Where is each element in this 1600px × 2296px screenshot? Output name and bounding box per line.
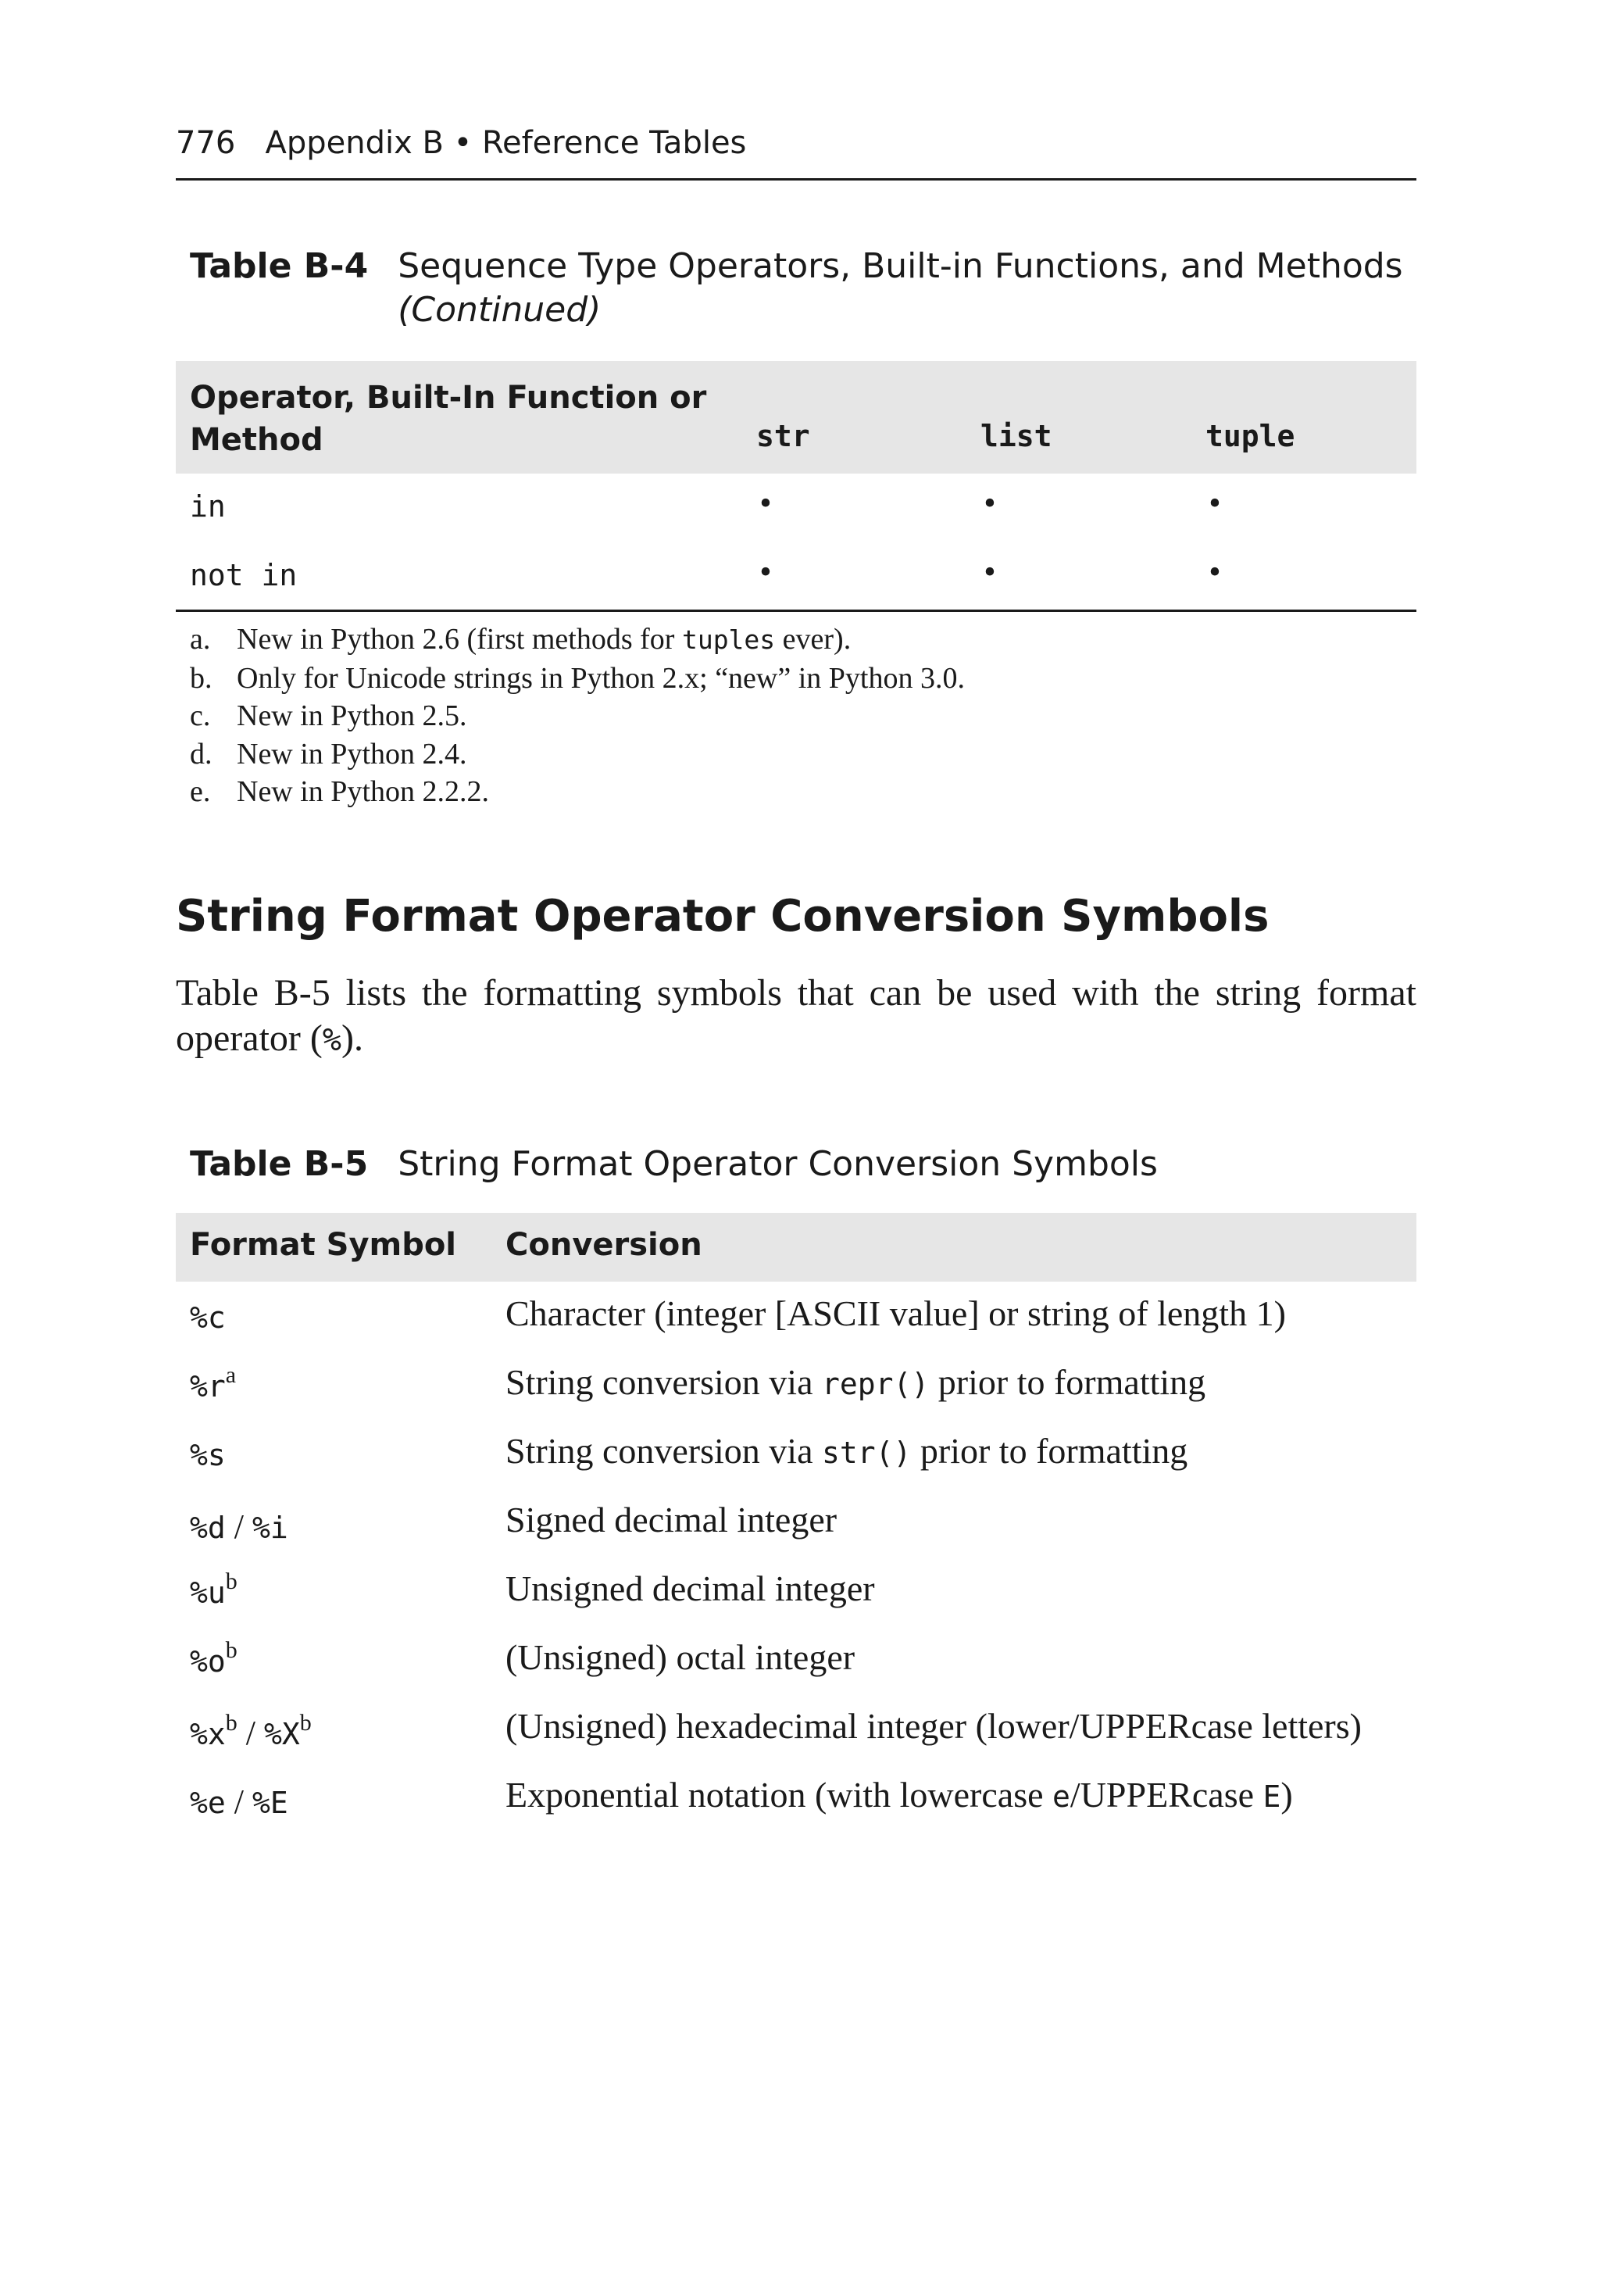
table-row [176, 1419, 1416, 1488]
table-b4-caption [190, 245, 1403, 332]
intro-paragraph [176, 971, 1416, 1063]
conversion-text-end: prior to formatting [929, 1362, 1206, 1402]
symbol-separator: / [237, 1714, 264, 1752]
column-header-format-symbol: Format Symbol [190, 1227, 457, 1263]
format-symbol-code: %u [190, 1575, 226, 1610]
conversion [505, 1430, 1188, 1472]
footnote [190, 660, 965, 698]
format-symbol: %c [190, 1300, 226, 1335]
column-header-conversion: Conversion [505, 1227, 702, 1263]
footnote-marker: b [299, 1710, 312, 1736]
format-symbol: %s [190, 1438, 226, 1472]
footnote-marker: b [225, 1710, 238, 1736]
column-header-operator-line2: Method [190, 422, 323, 458]
conversion-text-end: ) [1280, 1775, 1293, 1815]
column-header-tuple: tuple [1205, 419, 1295, 453]
running-title: Appendix B • Reference Tables [265, 125, 747, 161]
conversion-code: repr() [822, 1367, 930, 1401]
table-b4-title: Sequence Type Operators, Built-in Functions, and Methods [398, 246, 1403, 286]
table-row [176, 1350, 1416, 1419]
table-b5-header-row [176, 1213, 1416, 1282]
bullet-list: • [984, 553, 996, 591]
table-b4-continued: (Continued) [398, 290, 602, 330]
conversion: (Unsigned) octal integer [505, 1637, 855, 1677]
format-symbol [190, 1782, 288, 1822]
format-symbol-code: %X [264, 1717, 300, 1751]
table-row [176, 1282, 1416, 1350]
table-b4-label: Table B-4 [190, 246, 369, 286]
footnote-marker: b [225, 1568, 238, 1594]
format-symbol [190, 1568, 238, 1611]
column-header-list: list [980, 419, 1052, 453]
header-rule [176, 178, 1416, 181]
table-b4-header-row [176, 361, 1416, 474]
format-symbol-code: %i [252, 1511, 288, 1545]
footnote [190, 620, 965, 660]
table-row [176, 1763, 1416, 1832]
footnote-text: New in Python 2.5. [237, 699, 467, 732]
table-b5-caption [190, 1143, 1158, 1186]
footnote-marker: b [225, 1637, 238, 1663]
column-header-str: str [756, 419, 810, 453]
table-b4-footnotes [190, 620, 965, 811]
footnote-letter: c. [190, 699, 211, 732]
table-b5-label: Table B-5 [190, 1144, 369, 1184]
format-symbol [190, 1362, 237, 1404]
footnote-text: Only for Unicode strings in Python 2.x; “new” in Python 3.0. [237, 661, 965, 695]
table-row [176, 1625, 1416, 1694]
symbol-separator: / [225, 1783, 252, 1821]
conversion: Unsigned decimal integer [505, 1568, 875, 1608]
column-header-operator [190, 377, 737, 461]
conversion-text-end: prior to formatting [911, 1431, 1188, 1471]
footnote [190, 735, 965, 774]
footnote-marker: a [225, 1362, 237, 1388]
symbol-separator: / [225, 1507, 252, 1546]
footnote-text-end: ever). [775, 623, 852, 656]
bullet-str: • [759, 484, 772, 522]
footnote-letter: d. [190, 737, 212, 771]
conversion: (Unsigned) hexadecimal integer (lower/UPPERcase letters) [505, 1706, 1362, 1746]
format-symbol [190, 1637, 238, 1679]
format-symbol-code: %x [190, 1717, 226, 1751]
footnote-letter: b. [190, 661, 212, 695]
bullet-tuple: • [1209, 553, 1221, 591]
footnote-text: New in Python 2.4. [237, 737, 467, 771]
page-number: 776 [176, 125, 236, 161]
footnote [190, 697, 965, 735]
conversion: Signed decimal integer [505, 1500, 838, 1540]
footnote [190, 773, 965, 811]
section-heading: String Format Operator Conversion Symbols [176, 891, 1270, 942]
operator-cell: in [190, 489, 226, 524]
table-row [176, 542, 1416, 611]
conversion-text: Exponential notation (with lowercase [505, 1775, 1053, 1815]
table-row [176, 474, 1416, 542]
table-b4-bottom-rule [176, 610, 1416, 612]
conversion-text: String conversion via [505, 1431, 822, 1471]
conversion [505, 1774, 1293, 1815]
conversion: Character (integer [ASCII value] or string of length 1) [505, 1293, 1286, 1333]
intro-text-end: ). [341, 1017, 363, 1059]
table-row [176, 1557, 1416, 1625]
format-symbol [190, 1710, 312, 1753]
bullet-tuple: • [1209, 484, 1221, 522]
footnote-letter: e. [190, 775, 211, 808]
operator-cell: not in [190, 558, 298, 592]
conversion-text-mid: /UPPERcase [1070, 1775, 1263, 1815]
table-row [176, 1694, 1416, 1763]
column-header-operator-line1: Operator, Built-In Function or [190, 380, 707, 416]
conversion [505, 1361, 1205, 1403]
format-symbol-code: %o [190, 1644, 226, 1679]
footnote-text: New in Python 2.2.2. [237, 775, 489, 808]
format-symbol-code: %d [190, 1511, 226, 1545]
intro-text: Table B-5 lists the formatting symbols that can be used with the string format operator ( [176, 972, 1416, 1059]
bullet-str: • [759, 553, 772, 591]
footnote-letter: a. [190, 623, 211, 656]
intro-code: % [322, 1022, 341, 1058]
table-b4 [176, 361, 1416, 611]
footnote-text: New in Python 2.6 (first methods for [237, 623, 682, 656]
running-header [176, 121, 1416, 165]
table-b5-title: String Format Operator Conversion Symbols [398, 1144, 1158, 1184]
format-symbol [190, 1507, 288, 1547]
conversion-code: E [1262, 1779, 1281, 1814]
conversion-text: String conversion via [505, 1362, 822, 1402]
format-symbol-code: %r [190, 1369, 226, 1404]
bullet-list: • [984, 484, 996, 522]
footnote-code: tuples [681, 624, 776, 655]
table-row [176, 1488, 1416, 1557]
format-symbol-code: %E [252, 1786, 288, 1820]
conversion-code: e [1052, 1779, 1070, 1814]
format-symbol-code: %e [190, 1786, 226, 1820]
conversion-code: str() [822, 1436, 912, 1470]
table-b5 [176, 1213, 1416, 1832]
